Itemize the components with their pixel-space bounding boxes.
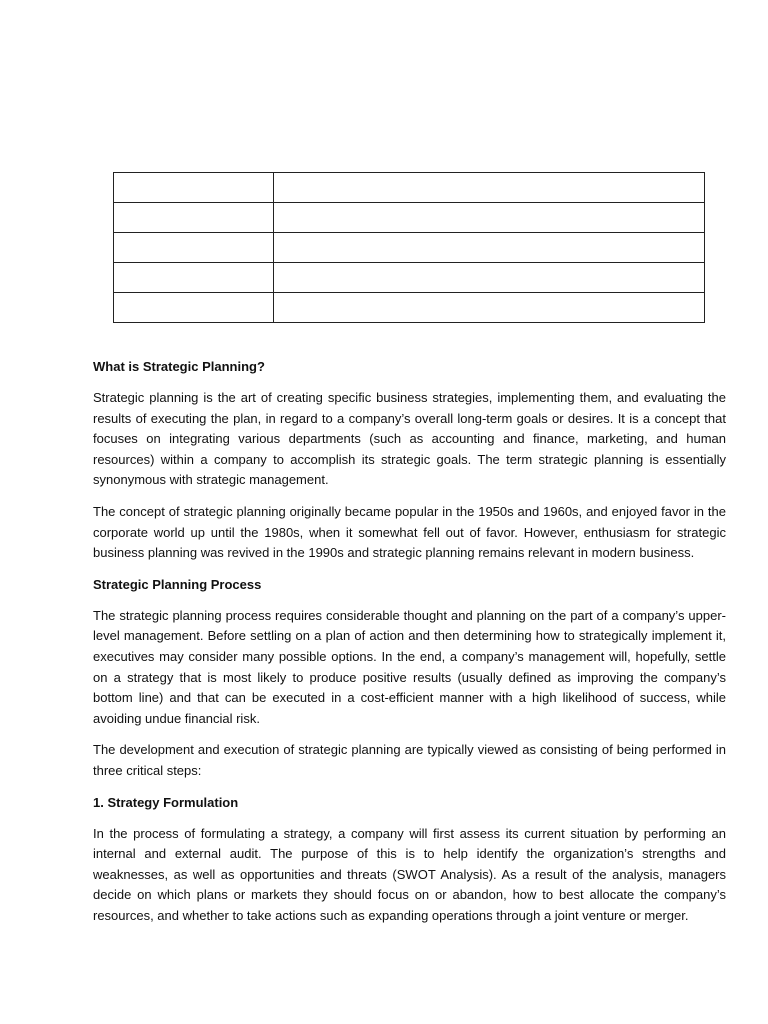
table-cell	[274, 233, 705, 263]
table-cell	[274, 173, 705, 203]
paragraph: The strategic planning process requires considerable thought and planning on the part of a company’s upper-level management. Before settling on a plan of action and then determining how to strategically implement it, executives may consider many possible options. In the end, a company’s management will, hopefully, settle on a strategy that is most likely to produce positive results (usually defined as improving the company’s bottom line) and that can be executed in a cost-efficient manner with a high likelihood of success, while avoiding undue financial risk.	[93, 607, 726, 726]
table-cell	[114, 263, 274, 293]
section-heading-strategy-formulation: 1. Strategy Formulation	[93, 794, 239, 810]
table-row	[114, 263, 705, 293]
paragraph: The concept of strategic planning originally became popular in the 1950s and 1960s, and enjoyed favor in the corporate world up until the 1980s, when it somewhat fell out of favor. However, enthusiasm for strategic business planning was revived in the 1990s and strategic planning remains relevant in modern business.	[93, 503, 726, 561]
blank-info-table	[113, 172, 705, 323]
table-cell	[274, 293, 705, 323]
table-row	[114, 203, 705, 233]
table-cell	[114, 173, 274, 203]
table-cell	[114, 233, 274, 263]
document-body	[93, 357, 726, 937]
section-heading-strategic-planning-process: Strategic Planning Process	[93, 576, 262, 592]
table-cell	[114, 203, 274, 233]
paragraph: Strategic planning is the art of creating specific business strategies, implementing them, and evaluating the results of executing the plan, in regard to a company’s overall long-term goals or desires. It is a concept that focuses on integrating various departments (such as accounting and finance, marketing, and human resources) within a company to accomplish its strategic goals. The term strategic planning is essentially synonymous with strategic management.	[93, 390, 726, 488]
table-row	[114, 233, 705, 263]
table-row	[114, 173, 705, 203]
section-heading-what-is-strategic-planning: What is Strategic Planning?	[93, 359, 265, 374]
table-cell	[274, 263, 705, 293]
paragraph: The development and execution of strategic planning are typically viewed as consisting of being performed in three critical steps:	[93, 742, 726, 778]
table-row	[114, 293, 705, 323]
paragraph: In the process of formulating a strategy, a company will first assess its current situation by performing an internal and external audit. The purpose of this is to help identify the organization’s strengths and weaknesses, as well as opportunities and threats (SWOT Analysis). As a result of the analysis, managers decide on which plans or markets they should focus on or abandon, how to best allocate the company’s resources, and whether to take actions such as expanding operations through a joint venture or merger.	[93, 825, 726, 923]
table-cell	[114, 293, 274, 323]
table-cell	[274, 203, 705, 233]
